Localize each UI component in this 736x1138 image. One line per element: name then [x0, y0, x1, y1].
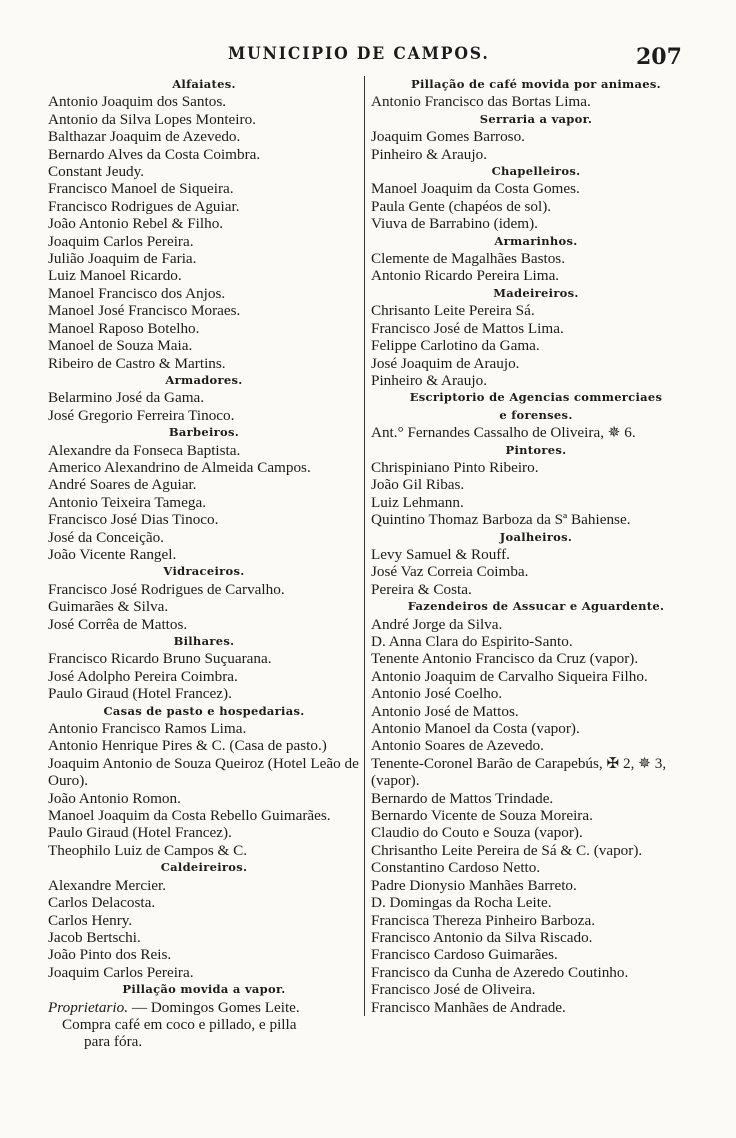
list-entry: Francisco José Dias Tinoco.: [48, 511, 219, 529]
section-barbeiros: [48, 424, 360, 563]
list-entry: Carlos Henry.: [48, 911, 133, 929]
list-entry: Bernardo Vicente de Souza Moreira.: [371, 807, 593, 825]
page-number: 207: [636, 44, 682, 70]
list-entry: Alexandre da Fonseca Baptista.: [48, 441, 241, 459]
section-heading: [48, 981, 360, 998]
list-entry: Francisco José de Mattos Lima.: [371, 319, 564, 337]
list-entry: José Vaz Correia Coimba.: [371, 563, 529, 581]
left-column: [48, 76, 360, 1051]
list-entry: Luiz Manoel Ricardo.: [48, 267, 182, 285]
list-entry: Manoel José Francisco Moraes.: [48, 302, 241, 320]
right-column: [364, 76, 701, 1016]
section-heading: [371, 233, 701, 250]
list-entry: Balthazar Joaquim de Azevedo.: [48, 128, 241, 146]
section-heading-text: Escriptorio de Agencias commerciaes: [409, 390, 663, 405]
section-heading-text: Barbeiros.: [168, 425, 240, 440]
list-entry: Jacob Bertschi.: [48, 928, 141, 946]
proprietor-entry: [48, 999, 360, 1051]
list-entry: Belarmino José da Gama.: [48, 389, 205, 407]
list-entry: Antonio Ricardo Pereira Lima.: [371, 267, 560, 285]
list-entry: João Antonio Rebel & Filho.: [48, 215, 224, 233]
list-entry: Antonio da Silva Lopes Monteiro.: [48, 110, 256, 128]
list-entry: Joaquim Carlos Pereira.: [48, 232, 194, 250]
list-entry: Carlos Delacosta.: [48, 894, 156, 912]
section-heading: [371, 76, 701, 93]
proprietor-label: Proprietario.: [48, 998, 129, 1016]
list-entry: André Soares de Aguiar.: [48, 476, 197, 494]
list-entry: Francisco Rodrigues de Aguiar.: [48, 197, 240, 215]
section-joalheiros: [371, 529, 701, 599]
list-entry: Viuva de Barrabino (idem).: [371, 215, 538, 233]
section-fazendeiros-de-assucar-e-aguardente: [371, 598, 701, 1016]
section-pillacao-de-cafe-movida-por-animaes: [371, 76, 701, 111]
list-entry: Antonio Francisco Ramos Lima.: [48, 720, 247, 738]
list-entry: Antonio Soares de Azevedo.: [371, 737, 544, 755]
section-heading: [48, 859, 360, 876]
list-entry: Ant.° Fernandes Cassalho de Oliveira, ✵ 6.: [371, 424, 636, 442]
section-heading: [371, 111, 701, 128]
list-entry: João Pinto dos Reis.: [48, 946, 172, 964]
list-entry: Antonio Joaquim de Carvalho Siqueira Filho.: [371, 667, 648, 685]
list-entry: Julião Joaquim de Faria.: [48, 250, 197, 268]
list-entry: Francisca Thereza Pinheiro Barboza.: [371, 911, 596, 929]
section-casas-de-pasto-e-hospedarias: [48, 703, 360, 860]
section-heading-text: Pintores.: [505, 442, 567, 457]
list-entry: Manoel Joaquim da Costa Gomes.: [371, 180, 580, 198]
list-entry: Manoel Joaquim da Costa Rebello Guimarães.: [48, 807, 331, 825]
proprietor-note: Compra café em coco e pillado, e pilla: [62, 1015, 297, 1033]
list-entry: Tenente-Coronel Barão de Carapebús, ✠ 2, ✵ 3, (vapor).: [371, 754, 667, 790]
section-heading: [371, 529, 701, 546]
section-heading: [48, 372, 360, 389]
section-heading-text: Joalheiros.: [499, 529, 573, 544]
section-madeireiros: [371, 285, 701, 389]
list-entry: João Gil Ribas.: [371, 476, 465, 494]
section-heading: [371, 285, 701, 302]
list-entry: João Antonio Romon.: [48, 789, 181, 807]
list-entry: Francisco José Rodrigues de Carvalho.: [48, 580, 285, 598]
section-heading-text: Armadores.: [165, 372, 243, 387]
list-entry: Padre Dionysio Manhães Barreto.: [371, 876, 577, 894]
list-entry: Chrisanto Leite Pereira Sá.: [371, 302, 535, 320]
list-entry: Theophilo Luiz de Campos & C.: [48, 841, 248, 859]
list-entry: Francisco José de Oliveira.: [371, 981, 536, 999]
list-entry: Pinheiro & Araujo.: [371, 371, 488, 389]
section-heading-text: Casas de pasto e hospedarias.: [103, 703, 305, 718]
list-entry: Manoel Francisco dos Anjos.: [48, 284, 226, 302]
list-entry: Levy Samuel & Rouff.: [371, 545, 510, 563]
section-heading: [48, 703, 360, 720]
list-entry: Francisco Manhães de Andrade.: [371, 998, 566, 1016]
list-entry: Francisco da Cunha de Azeredo Coutinho.: [371, 963, 629, 981]
list-entry: Constantino Cardoso Netto.: [371, 859, 541, 877]
section-vidraceiros: [48, 563, 360, 633]
section-heading-text: Madeireiros.: [493, 285, 579, 300]
section-armadores: [48, 372, 360, 424]
list-entry: Manoel Raposo Botelho.: [48, 319, 200, 337]
list-entry: Antonio Francisco das Bortas Lima.: [371, 93, 591, 111]
list-entry: Francisco Cardoso Guimarães.: [371, 946, 558, 964]
list-entry: Americo Alexandrino de Almeida Campos.: [48, 458, 311, 476]
list-entry: José Joaquim de Araujo.: [371, 354, 520, 372]
list-entry: Antonio Manoel da Costa (vapor).: [371, 720, 580, 738]
list-entry: Antonio Henrique Pires & C. (Casa de pasto.): [48, 737, 327, 755]
proprietor-note-continuation: para fóra.: [84, 1033, 143, 1051]
section-heading: [371, 442, 701, 459]
section-escriptorio-de-agencias-commerciaes: [371, 389, 701, 441]
section-heading-continuation: e forenses.: [499, 407, 573, 422]
list-entry: Chrispiniano Pinto Ribeiro.: [371, 458, 539, 476]
list-entry: Paulo Giraud (Hotel Francez).: [48, 824, 232, 842]
list-entry: Francisco Antonio da Silva Riscado.: [371, 928, 593, 946]
section-chapelleiros: [371, 163, 701, 233]
section-heading: [371, 389, 701, 424]
list-entry: Antonio Joaquim dos Santos.: [48, 93, 227, 111]
list-entry: Manoel de Souza Maia.: [48, 337, 193, 355]
list-entry: Chrisantho Leite Pereira de Sá & C. (vapor).: [371, 841, 643, 859]
list-entry: Luiz Lehmann.: [371, 493, 464, 511]
section-heading-text: Fazendeiros de Assucar e Aguardente.: [407, 599, 665, 614]
list-entry: José Corrêa de Mattos.: [48, 615, 188, 633]
section-pintores: [371, 442, 701, 529]
section-heading: [48, 424, 360, 441]
list-entry: Francisco Ricardo Bruno Suçuarana.: [48, 650, 272, 668]
section-serraria-a-vapor: [371, 111, 701, 163]
section-heading: [48, 633, 360, 650]
list-entry: Antonio José Coelho.: [371, 685, 503, 703]
section-caldeireiros: [48, 859, 360, 981]
list-entry: Felippe Carlotino da Gama.: [371, 337, 540, 355]
section-heading: [48, 563, 360, 580]
list-entry: Alexandre Mercier.: [48, 876, 167, 894]
running-title: MUNICIPIO DE CAMPOS.: [228, 44, 490, 64]
list-entry: Guimarães & Silva.: [48, 598, 169, 616]
section-heading-text: Armarinhos.: [494, 233, 578, 248]
list-entry: Tenente Antonio Francisco da Cruz (vapor).: [371, 650, 639, 668]
section-heading-text: Chapelleiros.: [491, 164, 581, 179]
section-armarinhos: [371, 233, 701, 285]
section-heading-text: Pillação movida a vapor.: [122, 982, 286, 997]
section-heading-text: Caldeireiros.: [160, 860, 248, 875]
proprietor-name: — Domingos Gomes Leite.: [131, 998, 300, 1016]
list-entry: Joaquim Gomes Barroso.: [371, 128, 525, 146]
list-entry: Paula Gente (chapéos de sol).: [371, 197, 552, 215]
list-entry: Antonio José de Mattos.: [371, 702, 519, 720]
list-entry: Joaquim Carlos Pereira.: [48, 963, 194, 981]
section-heading: [371, 598, 701, 615]
list-entry: José Adolpho Pereira Coimbra.: [48, 667, 238, 685]
section-heading-text: Alfaiates.: [172, 77, 236, 91]
list-entry: André Jorge da Silva.: [371, 615, 503, 633]
list-entry: José Gregorio Ferreira Tinoco.: [48, 406, 235, 424]
list-entry: Francisco Manoel de Siqueira.: [48, 180, 234, 198]
list-entry: João Vicente Rangel.: [48, 545, 177, 563]
section-heading-text: Pillação de café movida por animaes.: [411, 77, 661, 91]
section-pillacao-movida-a-vapor: [48, 981, 360, 1051]
list-entry: Claudio do Couto e Souza (vapor).: [371, 824, 583, 842]
list-entry: José da Conceição.: [48, 528, 164, 546]
section-heading-text: Bilhares.: [173, 634, 235, 648]
list-entry: Clemente de Magalhães Bastos.: [371, 250, 566, 268]
list-entry: Bernardo Alves da Costa Coimbra.: [48, 145, 261, 163]
list-entry: Antonio Teixeira Tamega.: [48, 493, 206, 511]
list-entry: Constant Jeudy.: [48, 163, 145, 181]
list-entry: Pinheiro & Araujo.: [371, 145, 488, 163]
list-entry: D. Domingas da Rocha Leite.: [371, 894, 552, 912]
section-heading-text: Vidraceiros.: [163, 564, 245, 579]
list-entry: Quintino Thomaz Barboza da Sª Bahiense.: [371, 511, 631, 529]
list-entry: Ribeiro de Castro & Martins.: [48, 354, 226, 372]
section-alfaiates: [48, 76, 360, 372]
section-bilhares: [48, 633, 360, 703]
list-entry: Pereira & Costa.: [371, 580, 472, 598]
section-heading: [48, 76, 360, 93]
section-heading: [371, 163, 701, 180]
section-heading-text: Serraria a vapor.: [479, 111, 593, 126]
list-entry: Bernardo de Mattos Trindade.: [371, 789, 554, 807]
list-entry: Paulo Giraud (Hotel Francez).: [48, 685, 232, 703]
list-entry: D. Anna Clara do Espirito-Santo.: [371, 633, 573, 650]
list-entry: Joaquim Antonio de Souza Queiroz (Hotel Leão de Ouro).: [48, 754, 359, 790]
